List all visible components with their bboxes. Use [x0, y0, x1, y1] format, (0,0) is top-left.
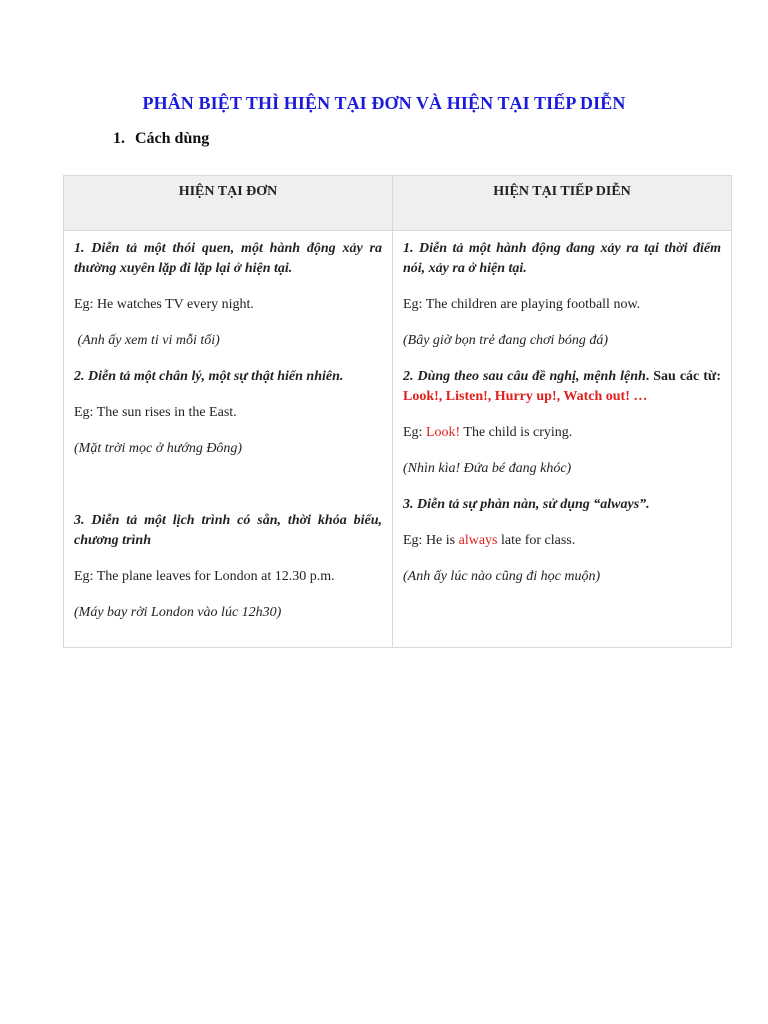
- present-simple-cell: [64, 231, 393, 648]
- header-present-simple: HIỆN TẠI ĐƠN: [64, 176, 393, 231]
- ps-translation-1: (Anh ấy xem ti vi mỗi tối): [74, 333, 220, 348]
- pc-example-2: [403, 423, 721, 443]
- pc-example-3-rest: late for class.: [497, 533, 576, 548]
- pc-rule-2: [403, 367, 721, 407]
- ps-rule-3: 3. Diễn tả một lịch trình có sẵn, thời khóa biểu, chương trình: [74, 513, 382, 548]
- pc-rule-3: 3. Diễn tả sự phàn nàn, sử dụng “always”.: [403, 497, 650, 512]
- pc-rule-2-italic: 2. Dùng theo sau câu đề nghị, mệnh lệnh: [403, 369, 646, 384]
- header-present-continuous: HIỆN TẠI TIẾP DIỄN: [393, 176, 732, 231]
- ps-example-2: Eg: The sun rises in the East.: [74, 405, 237, 420]
- ps-translation-2: (Mặt trời mọc ở hướng Đông): [74, 441, 243, 456]
- ps-example-3: Eg: The plane leaves for London at 12.30 p.m.: [74, 569, 335, 584]
- pc-example-3-highlight: always: [458, 533, 498, 548]
- pc-rule-2-tail: . Sau các từ:: [645, 369, 721, 384]
- section-heading: [113, 130, 209, 148]
- pc-example-3-prefix: Eg: He is: [403, 533, 459, 548]
- ps-rule-1: 1. Diễn tả một thói quen, một hành động xảy ra thường xuyên lặp đi lặp lại ở hiện tại.: [74, 241, 382, 276]
- table-body-row: [64, 231, 732, 648]
- pc-translation-1: (Bây giờ bọn trẻ đang chơi bóng đá): [403, 333, 609, 348]
- page-title: PHÂN BIỆT THÌ HIỆN TẠI ĐƠN VÀ HIỆN TẠI TIẾP DIỄN: [142, 93, 626, 113]
- pc-translation-3: (Anh ấy lúc nào cũng đi học muộn): [403, 569, 601, 584]
- comparison-table: [63, 175, 732, 648]
- ps-translation-3: (Máy bay rời London vào lúc 12h30): [74, 605, 282, 620]
- pc-example-2-prefix: Eg:: [403, 425, 426, 440]
- present-continuous-cell: [393, 231, 732, 648]
- spacer: [74, 475, 382, 511]
- pc-rule-1: 1. Diễn tả một hành động đang xảy ra tại thời điểm nói, xảy ra ở hiện tại.: [403, 241, 721, 276]
- pc-example-3: [403, 531, 721, 551]
- section-number: 1.: [113, 130, 125, 147]
- pc-example-2-rest: The child is crying.: [460, 425, 573, 440]
- table-header-row: [64, 176, 732, 231]
- ps-example-1: Eg: He watches TV every night.: [74, 297, 254, 312]
- pc-example-1: Eg: The children are playing football now.: [403, 297, 641, 312]
- pc-translation-2: (Nhìn kìa! Đứa bé đang khóc): [403, 461, 572, 476]
- pc-rule-2-words: Look!, Listen!, Hurry up!, Watch out! …: [403, 389, 648, 404]
- section-heading-text: Cách dùng: [135, 130, 210, 147]
- pc-example-2-highlight: Look!: [425, 425, 461, 440]
- ps-rule-2: 2. Diễn tả một chân lý, một sự thật hiển nhiên.: [74, 369, 344, 384]
